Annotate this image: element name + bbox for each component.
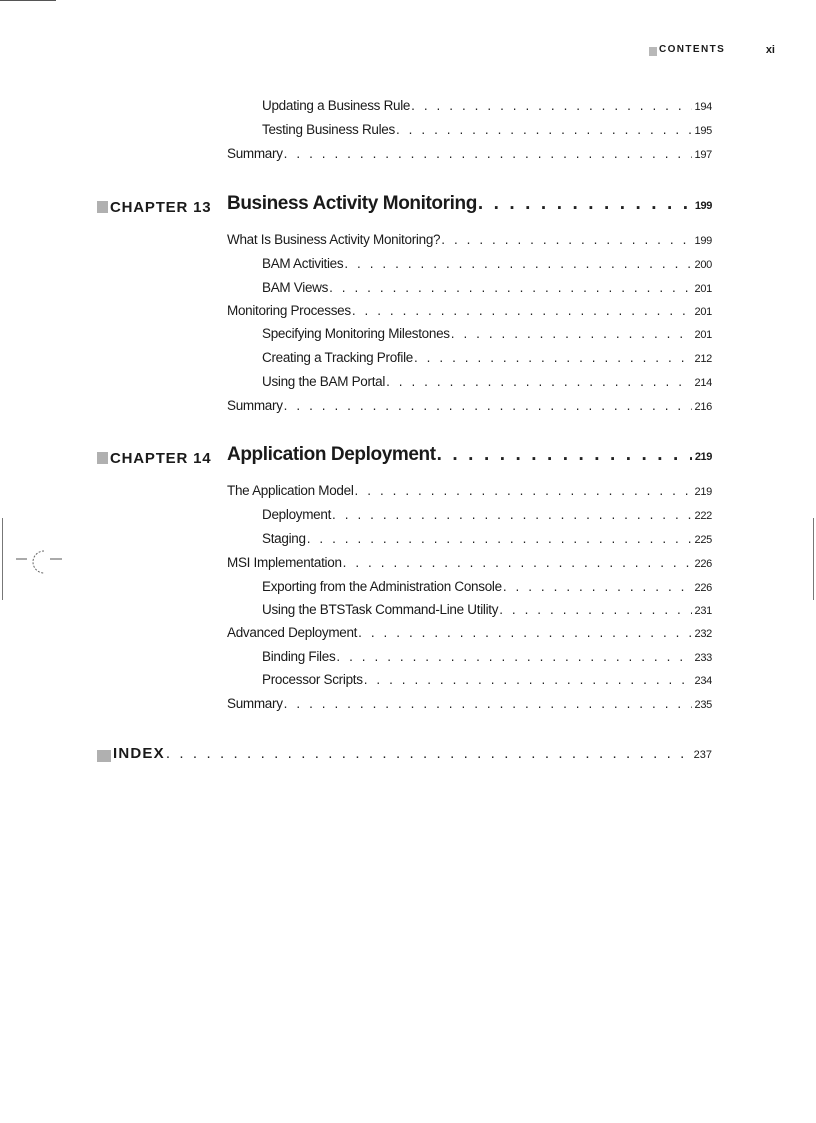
dot-leader bbox=[332, 507, 692, 522]
toc-entry[interactable] bbox=[262, 579, 712, 594]
chapter-page: 219 bbox=[694, 451, 712, 463]
chapter-label: CHAPTER 13 bbox=[97, 198, 211, 216]
toc-entry-title: Using the BAM Portal bbox=[262, 374, 386, 389]
running-head-title: CONTENTS bbox=[659, 44, 726, 55]
chapter-marker-icon bbox=[97, 201, 108, 213]
dot-leader bbox=[307, 531, 692, 546]
dot-leader bbox=[166, 745, 691, 762]
chapter-page: 199 bbox=[694, 200, 712, 212]
toc-entry-page: 214 bbox=[694, 377, 712, 389]
dot-leader bbox=[478, 193, 692, 215]
toc-entry[interactable] bbox=[227, 146, 712, 161]
toc-entry-page: 225 bbox=[694, 534, 712, 546]
index-page: 237 bbox=[693, 749, 712, 761]
toc-entry-title: The Application Model bbox=[227, 483, 354, 498]
dot-leader bbox=[441, 232, 691, 247]
dot-leader bbox=[451, 326, 692, 341]
dot-leader bbox=[284, 696, 692, 711]
toc-entry-page: 235 bbox=[694, 699, 712, 711]
toc-entry-title: Summary bbox=[227, 398, 283, 413]
toc-entry-title: Advanced Deployment bbox=[227, 625, 358, 640]
toc-entry-page: 199 bbox=[694, 235, 712, 247]
dot-leader bbox=[396, 122, 692, 137]
toc-entry-title: Specifying Monitoring Milestones bbox=[262, 326, 450, 341]
dot-leader bbox=[355, 483, 692, 498]
toc-entry-title: Using the BTSTask Command-Line Utility bbox=[262, 602, 499, 617]
dot-leader bbox=[411, 98, 691, 113]
toc-entry[interactable] bbox=[262, 507, 712, 522]
dot-leader bbox=[437, 444, 692, 466]
dot-leader bbox=[336, 649, 691, 664]
toc-entry[interactable] bbox=[262, 350, 712, 365]
index-entry[interactable] bbox=[113, 745, 712, 762]
toc-entry-title: Deployment bbox=[262, 507, 332, 522]
toc-entry[interactable] bbox=[227, 625, 712, 640]
toc-entry-page: 195 bbox=[694, 125, 712, 137]
running-head bbox=[600, 44, 775, 60]
toc-entry[interactable] bbox=[227, 232, 712, 247]
toc-entry-page: 234 bbox=[694, 675, 712, 687]
toc-entry-title: Staging bbox=[262, 531, 306, 546]
toc-entry-title: Summary bbox=[227, 696, 283, 711]
toc-entry-page: 216 bbox=[694, 401, 712, 413]
dot-leader bbox=[344, 256, 691, 271]
toc-entry-page: 201 bbox=[694, 329, 712, 341]
toc-entry[interactable] bbox=[262, 531, 712, 546]
toc-entry[interactable] bbox=[262, 326, 712, 341]
section-marker-icon bbox=[649, 47, 657, 56]
toc-entry-title: Updating a Business Rule bbox=[262, 98, 411, 113]
toc-entry-page: 233 bbox=[694, 652, 712, 664]
chapter-title: Business Activity Monitoring bbox=[227, 193, 477, 214]
toc-entry-title: What Is Business Activity Monitoring? bbox=[227, 232, 441, 247]
toc-entry-page: 232 bbox=[694, 628, 712, 640]
toc-entry-page: 194 bbox=[694, 101, 712, 113]
toc-entry-page: 200 bbox=[694, 259, 712, 271]
toc-entry-title: Testing Business Rules bbox=[262, 122, 395, 137]
dot-leader bbox=[499, 602, 691, 617]
toc-entry-title: Creating a Tracking Profile bbox=[262, 350, 413, 365]
chapter-marker-icon bbox=[97, 452, 108, 464]
toc-entry-title: Summary bbox=[227, 146, 283, 161]
index-label: INDEX bbox=[113, 745, 165, 762]
dot-leader bbox=[284, 146, 692, 161]
dot-leader bbox=[414, 350, 692, 365]
toc-entry[interactable] bbox=[262, 649, 712, 664]
toc-entry[interactable] bbox=[227, 483, 712, 498]
dot-leader bbox=[503, 579, 692, 594]
toc-entry[interactable] bbox=[227, 398, 712, 413]
dot-leader bbox=[386, 374, 691, 389]
crop-mark-right bbox=[813, 518, 814, 600]
chapter-title-entry[interactable] bbox=[227, 193, 712, 215]
toc-entry-page: 226 bbox=[694, 558, 712, 570]
toc-entry-title: BAM Views bbox=[262, 280, 329, 295]
index-marker-icon bbox=[97, 750, 111, 762]
toc-entry-page: 226 bbox=[694, 582, 712, 594]
dot-leader bbox=[284, 398, 692, 413]
dot-leader bbox=[352, 303, 692, 318]
toc-entry-page: 212 bbox=[694, 353, 712, 365]
toc-entry-page: 201 bbox=[694, 283, 712, 295]
toc-entry[interactable] bbox=[262, 122, 712, 137]
chapter-label: CHAPTER 14 bbox=[97, 449, 211, 467]
toc-entry-page: 197 bbox=[694, 149, 712, 161]
chapter-title-entry[interactable] bbox=[227, 444, 712, 466]
toc-entry[interactable] bbox=[262, 280, 712, 295]
toc-entry-page: 219 bbox=[694, 486, 712, 498]
toc-entry-title: BAM Activities bbox=[262, 256, 344, 271]
dot-leader bbox=[364, 672, 692, 687]
toc-entry[interactable] bbox=[262, 672, 712, 687]
dot-leader bbox=[329, 280, 691, 295]
toc-entry[interactable] bbox=[227, 555, 712, 570]
toc-entry-page: 222 bbox=[694, 510, 712, 522]
toc-entry-title: Binding Files bbox=[262, 649, 336, 664]
crop-mark-left bbox=[2, 518, 3, 600]
toc-entry[interactable] bbox=[262, 374, 712, 389]
registration-mark-icon bbox=[16, 549, 62, 579]
toc-entry-title: Monitoring Processes bbox=[227, 303, 351, 318]
toc-entry-title: MSI Implementation bbox=[227, 555, 342, 570]
dot-leader bbox=[343, 555, 692, 570]
toc-entry-title: Exporting from the Administration Console bbox=[262, 579, 502, 594]
toc-entry[interactable] bbox=[227, 696, 712, 711]
toc-entry[interactable] bbox=[227, 303, 712, 318]
toc-entry[interactable] bbox=[262, 602, 712, 617]
dot-leader bbox=[358, 625, 691, 640]
chapter-title: Application Deployment bbox=[227, 444, 436, 465]
toc-entry-page: 231 bbox=[694, 605, 712, 617]
toc-entry[interactable] bbox=[262, 98, 712, 113]
toc-entry-title: Processor Scripts bbox=[262, 672, 363, 687]
toc-entry[interactable] bbox=[262, 256, 712, 271]
crop-mark-top bbox=[0, 0, 56, 1]
running-head-page-number: xi bbox=[765, 44, 775, 56]
toc-entry-page: 201 bbox=[694, 306, 712, 318]
